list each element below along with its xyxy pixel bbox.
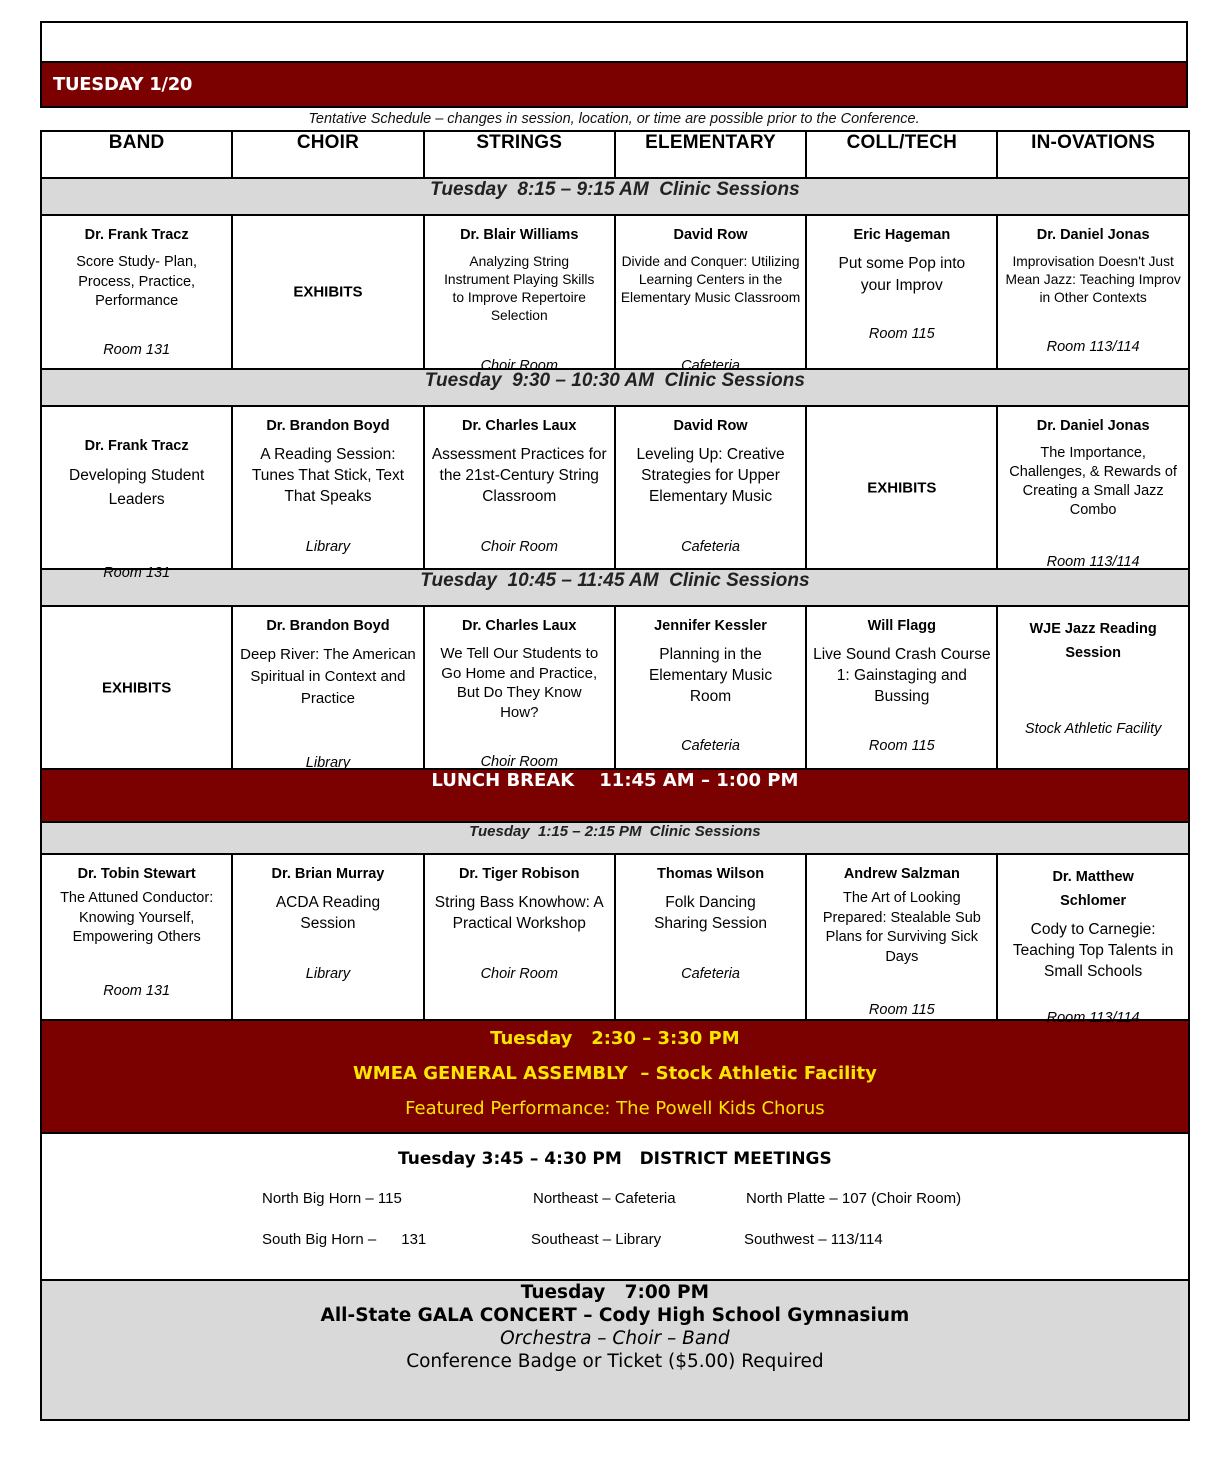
session-cell (997, 215, 1188, 369)
assembly-time: Tuesday 2:30 – 3:30 PM (490, 1028, 740, 1049)
presenter: WJE Jazz Reading Session (1029, 621, 1157, 661)
session-title: Developing Student Leaders (69, 467, 205, 508)
session-room: Cafeteria (681, 738, 740, 754)
session-cell (806, 406, 997, 569)
session-room: Stock Athletic Facility (1024, 721, 1162, 737)
presenter: Dr. Frank Tracz (84, 227, 189, 243)
session-title: Divide and Conquer: Utilizing Learning Centers in the Elementary Music Classroom (620, 254, 801, 305)
presenter: Dr. Blair Williams (460, 227, 579, 243)
session-title: The Importance, Challenges, & Rewards of Creating a Small Jazz Combo (1009, 445, 1177, 518)
col-header-choir: CHOIR (232, 131, 423, 178)
session-cell (41, 215, 232, 369)
gala-concert-cell (41, 1280, 1189, 1420)
session-title: Planning in the Elementary Music Room (648, 646, 773, 705)
session-row (41, 215, 1189, 369)
session-room: Choir Room (480, 358, 558, 374)
tentative-note: Tentative Schedule – changes in session, location, or time are possible prior to the Conference. (308, 111, 920, 127)
session-cell (232, 406, 423, 569)
top-box (40, 21, 1188, 61)
col-header-band: BAND (41, 131, 232, 178)
presenter: Dr. Frank Tracz (84, 438, 189, 454)
presenter: Dr. Tiger Robison (458, 866, 580, 882)
session-room: Room 113/114 (1046, 554, 1140, 570)
session-title: Cody to Carnegie: Teaching Top Talents in Small Schools (1012, 921, 1174, 980)
presenter: Will Flagg (867, 618, 936, 634)
session-cell (424, 854, 615, 1020)
schedule-page (40, 21, 1188, 1421)
district-item: Southeast – Library (531, 1231, 662, 1248)
session-cell (997, 606, 1188, 769)
session-cell (232, 606, 423, 769)
district-meetings-title: Tuesday 3:45 – 4:30 PM DISTRICT MEETINGS (398, 1149, 832, 1169)
session-cell (41, 406, 232, 581)
day-banner-text: TUESDAY 1/20 (53, 74, 193, 95)
session-title: A Reading Session: Tunes That Stick, Text That Speaks (251, 446, 405, 505)
exhibits-label: EXHIBITS (867, 479, 937, 496)
session-room: Room 115 (868, 738, 935, 754)
presenter: Eric Hageman (853, 227, 951, 243)
col-header-colltech: COLL/TECH (806, 131, 997, 178)
session-band (41, 822, 1189, 854)
session-band-label: Tuesday 9:30 – 10:30 AM Clinic Sessions (41, 369, 1189, 406)
gala-concert-row (41, 1280, 1189, 1420)
district-item: North Big Horn – 115 (262, 1190, 402, 1207)
session-title: Analyzing String Instrument Playing Skills to Improve Repertoire Selection (444, 254, 595, 323)
session-room: Room 131 (103, 983, 171, 999)
session-title: Deep River: The American Spiritual in Context and Practice (240, 646, 416, 707)
session-room: Cafeteria (681, 966, 740, 982)
session-cell (615, 606, 806, 769)
session-cell (997, 854, 1188, 1026)
session-title: Folk Dancing Sharing Session (654, 894, 767, 932)
general-assembly-cell (41, 1020, 1189, 1133)
session-cell (615, 215, 806, 374)
assembly-title: WMEA GENERAL ASSEMBLY – Stock Athletic Facility (352, 1063, 877, 1084)
session-cell (615, 854, 806, 1020)
session-cell (41, 606, 232, 769)
presenter: David Row (673, 418, 748, 434)
presenter: Dr. Charles Laux (462, 618, 577, 634)
session-room: Choir Room (480, 966, 558, 982)
presenter: Dr. Brandon Boyd (266, 618, 390, 634)
col-header-elementary: ELEMENTARY (615, 131, 806, 178)
district-item: Northeast – Cafeteria (533, 1190, 676, 1207)
district-item: South Big Horn – 131 (262, 1231, 427, 1248)
session-title: Put some Pop into your Improv (838, 255, 966, 294)
session-cell (997, 406, 1188, 569)
session-row (41, 854, 1189, 1020)
exhibits-label: EXHIBITS (102, 679, 172, 696)
exhibits-label: EXHIBITS (293, 283, 363, 301)
session-cell (232, 854, 423, 1020)
schedule-table (40, 130, 1190, 1421)
session-room: Room 113/114 (1046, 1010, 1140, 1026)
session-cell (806, 854, 997, 1020)
session-title: ACDA Reading Session (275, 894, 381, 932)
general-assembly-row (41, 1020, 1189, 1133)
session-cell (806, 215, 997, 369)
session-cell (424, 215, 615, 374)
session-title: Improvisation Doesn't Just Mean Jazz: Teaching Improv in Other Contexts (1005, 254, 1181, 305)
presenter: Dr. Matthew Schlomer (1052, 869, 1134, 909)
session-title: We Tell Our Students to Go Home and Practice, But Do They Know How? (440, 645, 599, 721)
session-room: Library (305, 755, 351, 771)
session-band-label: Tuesday 8:15 – 9:15 AM Clinic Sessions (41, 178, 1189, 215)
session-room: Room 131 (103, 565, 171, 581)
session-room: Cafeteria (681, 358, 740, 374)
lunch-break-label: LUNCH BREAK 11:45 AM – 1:00 PM (41, 769, 1189, 822)
session-band-label: Tuesday 10:45 – 11:45 AM Clinic Sessions (41, 569, 1189, 606)
session-room: Room 113/114 (1046, 339, 1140, 355)
presenter: Dr. Brandon Boyd (266, 418, 390, 434)
presenter: Dr. Daniel Jonas (1036, 418, 1150, 434)
session-title: Assessment Practices for the 21st-Century String Classroom (431, 446, 607, 505)
session-cell (806, 606, 997, 769)
session-row (41, 406, 1189, 569)
gala-ensembles: Orchestra – Choir – Band (500, 1328, 730, 1349)
session-cell (41, 854, 232, 1020)
presenter: Dr. Brian Murray (271, 866, 385, 882)
session-cell (424, 606, 615, 769)
presenter: Dr. Tobin Stewart (77, 866, 196, 882)
session-room: Choir Room (480, 539, 558, 555)
col-header-inovations: IN-OVATIONS (997, 131, 1188, 178)
session-title: The Attuned Conductor: Knowing Yourself, Empowering Others (60, 890, 214, 945)
session-cell (232, 215, 423, 369)
session-room: Library (305, 539, 351, 555)
session-band-label: Tuesday 1:15 – 2:15 PM Clinic Sessions (41, 822, 1189, 854)
district-item: North Platte – 107 (Choir Room) (746, 1190, 962, 1207)
session-cell (615, 406, 806, 569)
session-title: Live Sound Crash Course 1: Gainstaging and Bussing (813, 646, 991, 705)
session-room: Room 131 (103, 342, 171, 358)
gala-title: All-State GALA CONCERT – Cody High School Gymnasium (320, 1305, 910, 1326)
session-title: Score Study- Plan, Process, Practice, Performance (76, 254, 198, 309)
presenter: Jennifer Kessler (654, 618, 767, 634)
presenter: Andrew Salzman (843, 866, 960, 882)
session-room: Cafeteria (681, 539, 740, 555)
day-banner (40, 61, 1188, 108)
session-band (41, 178, 1189, 215)
column-headers (41, 131, 1189, 178)
presenter: David Row (673, 227, 748, 243)
session-row (41, 606, 1189, 769)
gala-time: Tuesday 7:00 PM (520, 1282, 710, 1303)
presenter: Dr. Daniel Jonas (1036, 227, 1150, 243)
district-meetings-row (41, 1133, 1189, 1280)
session-room: Room 115 (868, 1002, 935, 1018)
session-title: The Art of Looking Prepared: Stealable Sub Plans for Surviving Sick Days (822, 890, 981, 965)
session-room: Library (305, 966, 351, 982)
session-title: String Bass Knowhow: A Practical Workshop (434, 894, 604, 932)
session-title: Leveling Up: Creative Strategies for Upper Elementary Music (636, 446, 785, 505)
session-cell (424, 406, 615, 569)
district-item: Southwest – 113/114 (744, 1231, 883, 1248)
col-header-strings: STRINGS (424, 131, 615, 178)
session-room: Choir Room (480, 754, 558, 770)
assembly-performance: Featured Performance: The Powell Kids Chorus (405, 1098, 825, 1119)
session-room: Room 115 (868, 326, 935, 342)
district-meetings-cell (41, 1133, 1189, 1280)
presenter: Dr. Charles Laux (462, 418, 577, 434)
gala-requirement: Conference Badge or Ticket ($5.00) Required (406, 1351, 824, 1372)
presenter: Thomas Wilson (657, 866, 765, 882)
